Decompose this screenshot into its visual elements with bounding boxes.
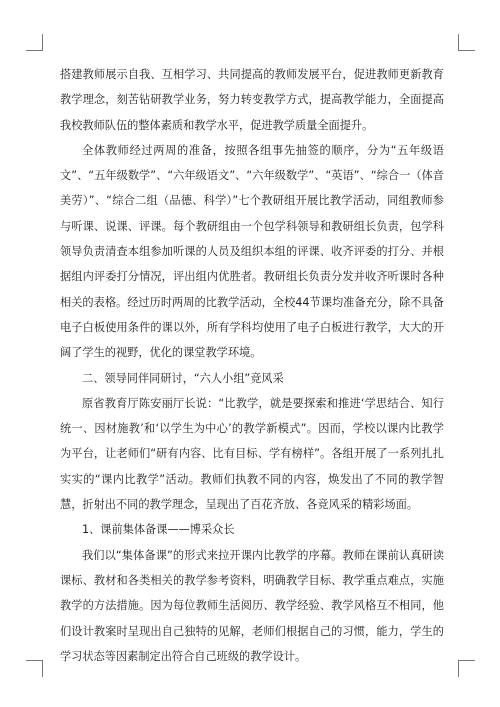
paragraph-collective-prep: 我们以“集体备课”的形式来拉开课内比教学的序幕。教师在课前认真研读课标、教材和各类相关的教学参考资料，明确教学目标、教学重点难点，实施教学的方法措施。因为每位教师生活阅历、教学经验、教学风格互不相同，他们设计教案时呈现出自己独特的见解，老师们根据自己的习惯，能力，学生的学习状态等因素制定出符合自己班级的教学设计。 bbox=[60, 548, 444, 663]
document-body bbox=[60, 62, 444, 669]
paragraph-preparation: 全体教师经过两周的准备，按照各组事先抽签的顺序，分为“五年级语文”、“五年级数学”、“六年级语文”、“六年级数学”、“英语”、“综合一（体音美劳）”、“综合二组（品德、科学）”七个教研组开展比教学活动，同组教师参与听课、说课、评课。每个教研组由一个包学科领导和教研组长负责，包学科领导负责清查本组参加听课的人员及组织本组的评课、收齐评委的打分、并根据组内评委打分情况，评出组内优胜者。教研组长负责分发并收齐听课时各种相关的表格。经过历时两周的比教学活动，全校44节课均准备充分，除不具备电子白板使用条件的课以外，所有学科均使用了电子白板进行教学，大大的开阔了学生的视野，优化的课堂教学环境。 bbox=[60, 143, 444, 360]
paragraph-intro: 搭建教师展示自我、互相学习、共同提高的教师发展平台，促进教师更新教育教学理念，刻苦钻研教学业务，努力转变教学方式，提高教学能力，全面提高我校教师队伍的整体素质和教学水平，促进教学质量全面提升。 bbox=[60, 68, 444, 132]
subsection-heading-one: 1、课前集体备课——博采众长 bbox=[82, 523, 235, 537]
section-heading-two: 二、领导同伴同研讨，“六人小组”竞风采 bbox=[82, 371, 284, 385]
paragraph-quote: 原省教育厅陈安丽厅长说：“比教学，就是要探索和推进‘学思结合、知行统一、因材施教’和‘以学生为中心’的教学新模式”。因而，学校以课内比教学为平台，让老师们“研有内容、比有目标、学有榜样”。各组开展了一系列扎扎实实的“课内比教学”活动。教师们执教不同的内容，焕发出了不同的教学智慧，折射出不同的教学理念，呈现出了百花齐放、各竞风采的精彩场面。 bbox=[60, 396, 444, 512]
crop-mark-bottom-right bbox=[458, 660, 475, 677]
crop-mark-bottom-left bbox=[26, 660, 43, 677]
crop-mark-top-right bbox=[458, 34, 475, 51]
crop-mark-top-left bbox=[26, 34, 43, 51]
